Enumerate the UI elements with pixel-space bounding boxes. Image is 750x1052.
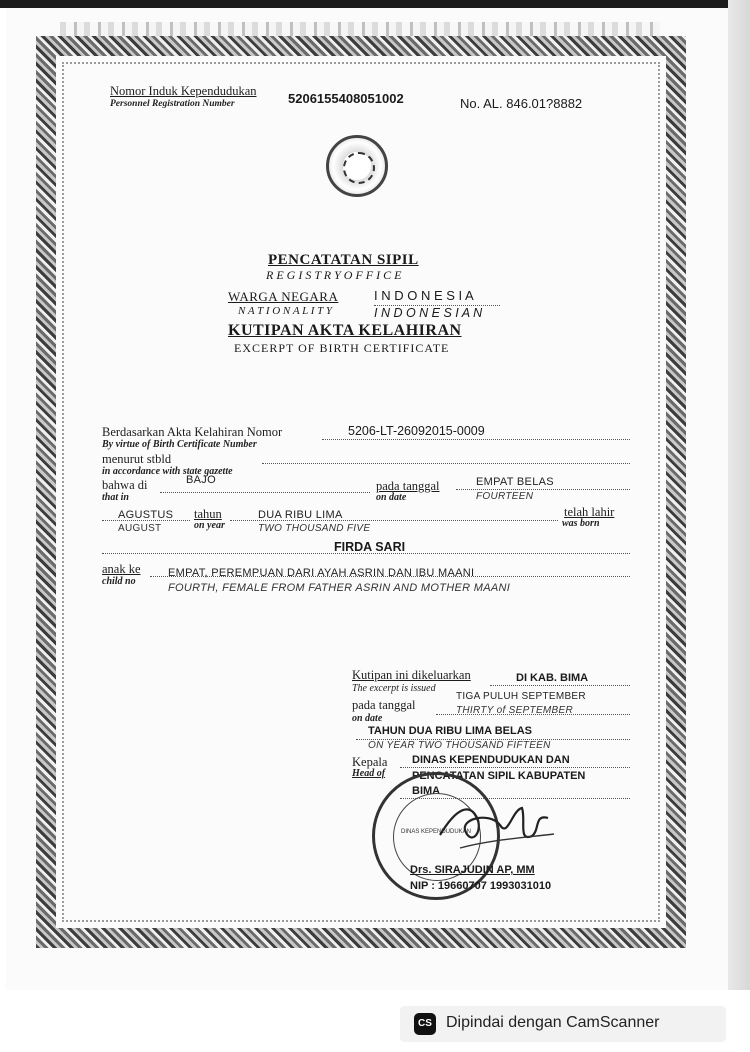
- issued-date-label-en: on date: [352, 713, 383, 724]
- head-value-3: BIMA: [412, 785, 441, 797]
- issued-date-value: TIGA PULUH SEPTEMBER: [456, 691, 586, 702]
- office-title: PENCATATAN SIPIL: [268, 252, 419, 268]
- virtue-label-en: By virtue of Birth Certificate Number: [102, 439, 257, 450]
- nationality-value-en: I N D O N E S I A N: [374, 306, 483, 320]
- year-label: tahun: [194, 507, 222, 521]
- child-label-en: child no: [102, 576, 136, 587]
- date-value: EMPAT BELAS: [476, 476, 554, 488]
- office-title-en: R E G I S T R Y O F F I C E: [266, 268, 402, 282]
- month-value: AGUSTUS: [118, 509, 174, 521]
- year-value-en: TWO THOUSAND FIVE: [258, 523, 371, 534]
- issued-label: Kutipan ini dikeluarkan: [352, 668, 471, 682]
- doc-title-en: EXCERPT OF BIRTH CERTIFICATE: [234, 341, 450, 355]
- born-label-en: was born: [562, 518, 600, 529]
- camscanner-text: Dipindai dengan CamScanner: [446, 1014, 660, 1031]
- camscanner-icon: CS: [414, 1013, 436, 1035]
- issued-year-value: TAHUN DUA RIBU LIMA BELAS: [368, 725, 532, 737]
- date-label-en: on date: [376, 492, 407, 503]
- nik-label-en: Personnel Registration Number: [110, 99, 235, 109]
- stamp-text: DINAS KEPENDUDUKAN: [401, 829, 472, 835]
- issued-label-en: The excerpt is issued: [352, 683, 436, 694]
- date-value-en: FOURTEEN: [476, 491, 534, 502]
- virtue-label: Berdasarkan Akta Kelahiran Nomor: [102, 425, 283, 439]
- child-name: FIRDA SARI: [334, 540, 406, 554]
- page-edge: [728, 0, 750, 990]
- month-dots: [102, 520, 190, 521]
- date-label: pada tanggal: [376, 479, 440, 493]
- garuda-emblem-icon: [326, 135, 388, 197]
- issued-date-value-en: THIRTY of SEPTEMBER: [456, 705, 574, 716]
- head-dots-1: [400, 767, 630, 768]
- nik-label: Nomor Induk Kependudukan: [110, 84, 257, 98]
- child-dots: [150, 576, 630, 577]
- issued-date-dots: [436, 714, 630, 715]
- nationality-label: WARGA NEGARA: [228, 289, 339, 304]
- year-dots: [230, 520, 558, 521]
- nationality-label-en: N A T I O N A L I T Y: [238, 305, 332, 317]
- child-name-dots: [102, 553, 630, 554]
- place-dots: [160, 492, 370, 493]
- doc-number: No. AL. 846.01?8882: [460, 96, 583, 111]
- place-label-en: that in: [102, 492, 129, 503]
- head-label: Kepala: [352, 755, 388, 769]
- head-value-1: DINAS KEPENDUDUKAN DAN: [412, 754, 570, 766]
- virtue-value: 5206-LT-26092015-0009: [348, 424, 485, 438]
- camscanner-watermark: [400, 1006, 726, 1042]
- gazette-label-en: in accordance with state gazette: [102, 466, 233, 477]
- official-name: Drs. SIRAJUDIN AP, MM: [410, 864, 535, 876]
- month-value-en: AUGUST: [118, 523, 162, 534]
- year-label-en: on year: [194, 520, 225, 531]
- gazette-dots: [262, 463, 630, 464]
- year-value: DUA RIBU LIMA: [258, 509, 343, 521]
- issued-year-value-en: ON YEAR TWO THOUSAND FIFTEEN: [368, 740, 551, 751]
- gazette-label: menurut stbld: [102, 452, 172, 466]
- issued-dots: [490, 685, 630, 686]
- head-label-en: Head of: [352, 768, 386, 779]
- signature-icon: [430, 790, 560, 870]
- head-value-2: PENCATATAN SIPIL KABUPATEN: [412, 770, 586, 782]
- child-value: EMPAT, PEREMPUAN DARI AYAH ASRIN DAN IBU MAANI: [168, 567, 475, 579]
- nationality-dots: [374, 305, 500, 306]
- official-nip: NIP : 19660707 1993031010: [410, 880, 552, 892]
- place-label: bahwa di: [102, 478, 148, 492]
- top-bar: [0, 0, 750, 8]
- date-dots: [456, 489, 630, 490]
- nationality-value: I N D O N E S I A: [374, 288, 474, 303]
- issued-value: DI KAB. BIMA: [516, 672, 589, 684]
- child-value-en: FOURTH, FEMALE FROM FATHER ASRIN AND MOTHER MAANI: [168, 582, 511, 594]
- virtue-dots: [322, 439, 630, 440]
- born-label: telah lahir: [564, 505, 615, 519]
- issued-date-label: pada tanggal: [352, 698, 416, 712]
- nik-value: 5206155408051002: [288, 91, 404, 106]
- child-label: anak ke: [102, 562, 141, 576]
- doc-title: KUTIPAN AKTA KELAHIRAN: [228, 322, 462, 339]
- place-value: BAJO: [186, 474, 216, 486]
